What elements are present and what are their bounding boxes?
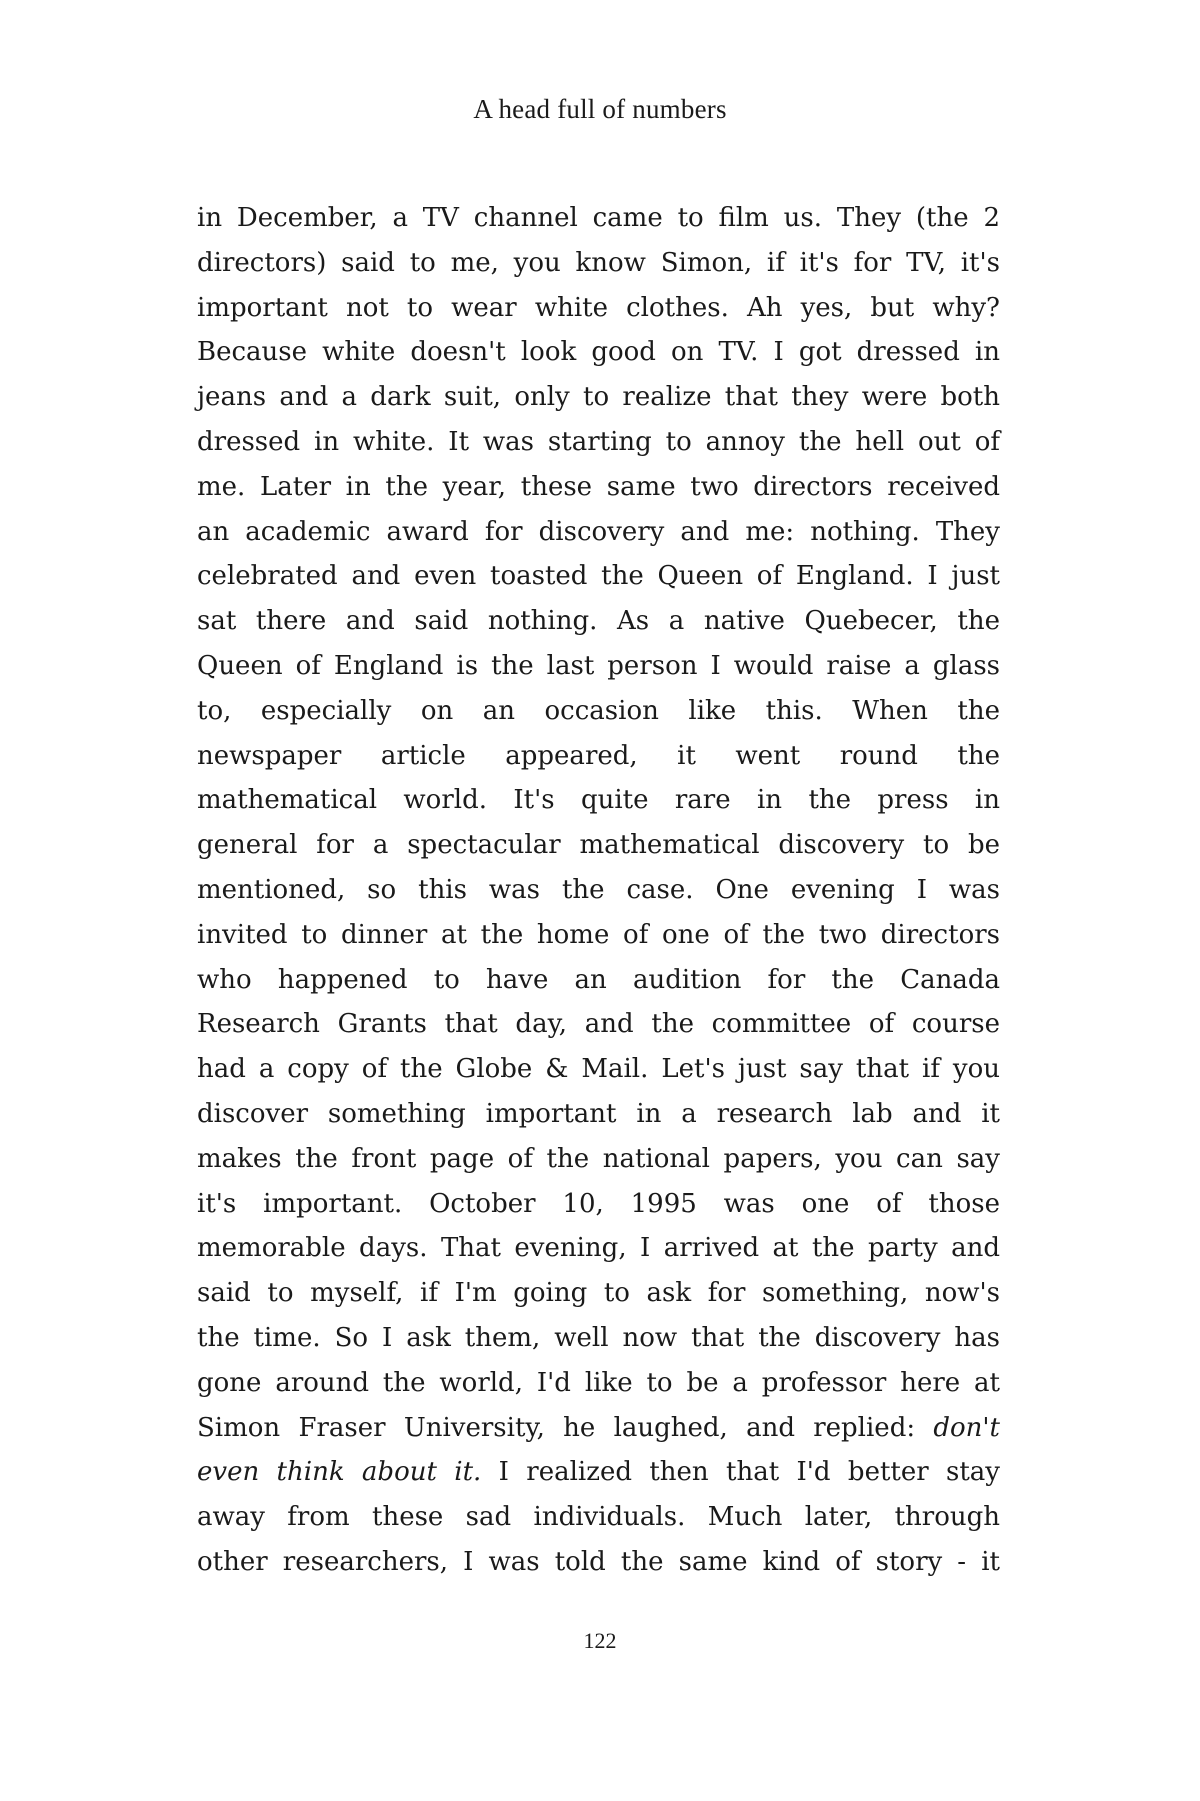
text-line: newspaper article appeared, it went round the: [197, 740, 1000, 771]
italic-quote: even think about it.: [197, 1457, 482, 1488]
text-line: jeans and a dark suit, only to realize that they were both: [197, 382, 1000, 413]
text-line: Because white doesn't look good on TV. I got dressed in: [197, 337, 1000, 368]
text-line: had a copy of the Globe & Mail. Let's just say that if you: [197, 1054, 1000, 1085]
text-line: discover something important in a research lab and it: [197, 1098, 1000, 1129]
text-line: an academic award for discovery and me: nothing. They: [197, 516, 1000, 547]
text-line-mixed: [197, 1406, 1000, 1451]
text-segment: Simon Fraser University, he laughed, and replied:: [197, 1412, 934, 1443]
text-line: Queen of England is the last person I would raise a glass: [197, 650, 1000, 681]
text-line: other researchers, I was told the same kind of story - it: [197, 1546, 1000, 1577]
text-line: it's important. October 10, 1995 was one of those: [197, 1188, 1000, 1219]
page-number: 122: [583, 1628, 617, 1653]
text-line: memorable days. That evening, I arrived at the party and: [197, 1233, 1000, 1264]
text-line: me. Later in the year, these same two directors received: [197, 471, 1000, 502]
text-line: away from these sad individuals. Much later, through: [197, 1502, 1000, 1533]
body-paragraph: [197, 196, 1000, 1585]
text-line: important not to wear white clothes. Ah yes, but why?: [197, 292, 1000, 323]
text-line: to, especially on an occasion like this. When the: [197, 695, 1000, 726]
text-line: mathematical world. It's quite rare in the press in: [197, 785, 1000, 816]
text-line: who happened to have an audition for the Canada: [197, 964, 1000, 995]
text-line: sat there and said nothing. As a native Quebecer, the: [197, 606, 1000, 637]
text-line: dressed in white. It was starting to annoy the hell out of: [197, 426, 1000, 457]
text-line: celebrated and even toasted the Queen of England. I just: [197, 561, 1000, 592]
text-line: said to myself, if I'm going to ask for something, now's: [197, 1278, 1000, 1309]
text-line: makes the front page of the national papers, you can say: [197, 1143, 1000, 1174]
text-line: the time. So I ask them, well now that the discovery has: [197, 1322, 1000, 1353]
italic-quote: don't: [933, 1412, 1000, 1443]
text-line: mentioned, so this was the case. One evening I was: [197, 874, 1000, 905]
text-line: gone around the world, I'd like to be a professor here at: [197, 1367, 1000, 1398]
text-line: general for a spectacular mathematical discovery to be: [197, 830, 1000, 861]
text-line-mixed: [197, 1450, 1000, 1495]
text-line: Research Grants that day, and the committee of course: [197, 1009, 1000, 1040]
running-title: A head full of numbers: [473, 94, 727, 124]
text-segment: I realized then that I'd better stay: [481, 1457, 1000, 1488]
text-line: directors) said to me, you know Simon, if it's for TV, it's: [197, 247, 1000, 278]
text-line: invited to dinner at the home of one of the two directors: [197, 919, 1000, 950]
text-line: in December, a TV channel came to film us. They (the 2: [197, 203, 1000, 233]
